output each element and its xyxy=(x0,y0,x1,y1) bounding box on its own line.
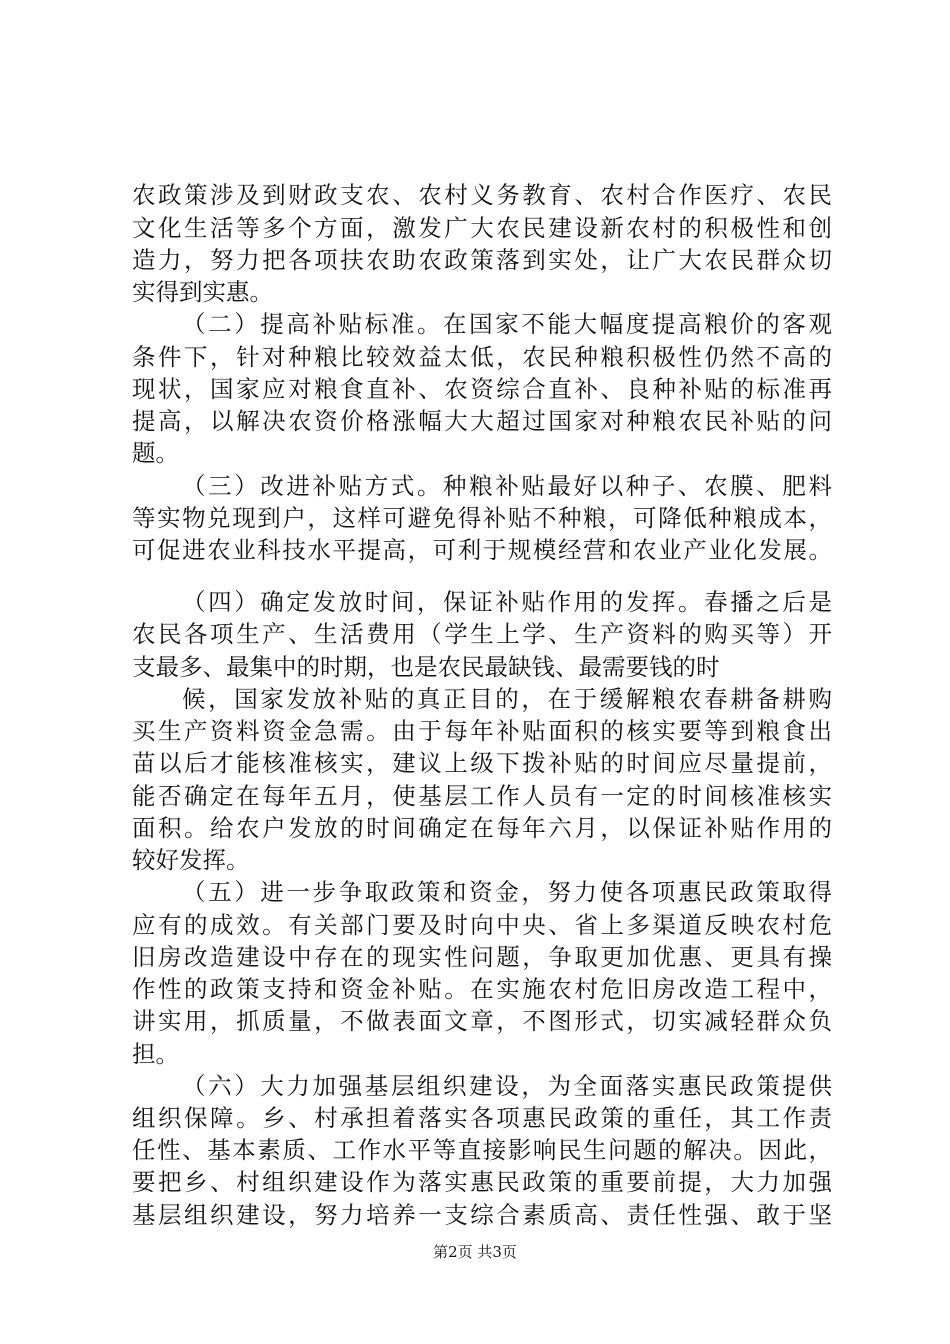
text-line: 可促进农业科技水平提高，可利于规模经营和农业产业化发展。 xyxy=(132,536,832,564)
text-line: 作性的政策支持和资金补贴。在实施农村危旧房改造工程中， xyxy=(132,975,832,1003)
text-line: 农政策涉及到财政支农、农村义务教育、农村合作医疗、农民 xyxy=(132,181,832,209)
text-line: 应有的成效。有关部门要及时向中央、省上多渠道反映农村危 xyxy=(132,911,832,939)
text-line: 任性、基本素质、工作水平等直接影响民生问题的解决。因此， xyxy=(132,1136,832,1164)
page-footer: 第2页 共3页 xyxy=(433,1243,517,1261)
text-line: 苗以后才能核准核实，建议上级下拨补贴的时间应尽量提前， xyxy=(132,749,832,777)
text-line: 较好发挥。 xyxy=(132,846,250,874)
text-line: （四）确定发放时间，保证补贴作用的发挥。春播之后是 xyxy=(182,588,832,616)
text-line: 旧房改造建设中存在的现实性问题，争取更加优惠、更具有操 xyxy=(132,943,832,971)
text-line: 条件下，针对种粮比较效益太低，农民种粮积极性仍然不高的 xyxy=(132,343,832,371)
text-line: （三）改进补贴方式。种粮补贴最好以种子、农膜、肥料 xyxy=(182,472,832,500)
text-line: 农民各项生产、生活费用（学生上学、生产资料的购买等）开 xyxy=(132,620,832,648)
text-line: 能否确定在每年五月，使基层工作人员有一定的时间核准核实 xyxy=(132,782,832,810)
text-line: 题。 xyxy=(132,439,179,467)
text-line: 组织保障。乡、村承担着落实各项惠民政策的重任，其工作责 xyxy=(132,1104,832,1132)
text-line: 买生产资料资金急需。由于每年补贴面积的核实要等到粮食出 xyxy=(132,717,832,745)
text-line: 现状，国家应对粮食直补、农资综合直补、良种补贴的标准再 xyxy=(132,375,832,403)
text-line: 担。 xyxy=(132,1040,179,1068)
text-line: （二）提高补贴标准。在国家不能大幅度提高粮价的客观 xyxy=(182,310,832,338)
text-line: 文化生活等多个方面，激发广大农民建设新农村的积极性和创 xyxy=(132,214,832,242)
text-line: 基层组织建设，努力培养一支综合素质高、责任性强、敢于坚 xyxy=(132,1201,832,1229)
text-line: 支最多、最集中的时期，也是农民最缺钱、最需要钱的时 xyxy=(132,653,720,681)
text-line: 实得到实惠。 xyxy=(132,278,273,306)
text-line: 面积。给农户发放的时间确定在每年六月，以保证补贴作用的 xyxy=(132,814,832,842)
text-line: 要把乡、村组织建设作为落实惠民政策的重要前提，大力加强 xyxy=(132,1168,832,1196)
text-line: 讲实用，抓质量，不做表面文章，不图形式，切实减轻群众负 xyxy=(132,1007,832,1035)
text-line: 候，国家发放补贴的真正目的，在于缓解粮农春耕备耕购 xyxy=(182,685,832,713)
text-line: （六）大力加强基层组织建设，为全面落实惠民政策提供 xyxy=(182,1072,832,1100)
text-line: （五）进一步争取政策和资金，努力使各项惠民政策取得 xyxy=(182,878,832,906)
text-line: 造力，努力把各项扶农助农政策落到实处，让广大农民群众切 xyxy=(132,246,832,274)
text-line: 提高，以解决农资价格涨幅大大超过国家对种粮农民补贴的问 xyxy=(132,407,832,435)
text-line: 等实物兑现到户，这样可避免得补贴不种粮，可降低种粮成本， xyxy=(132,504,832,532)
